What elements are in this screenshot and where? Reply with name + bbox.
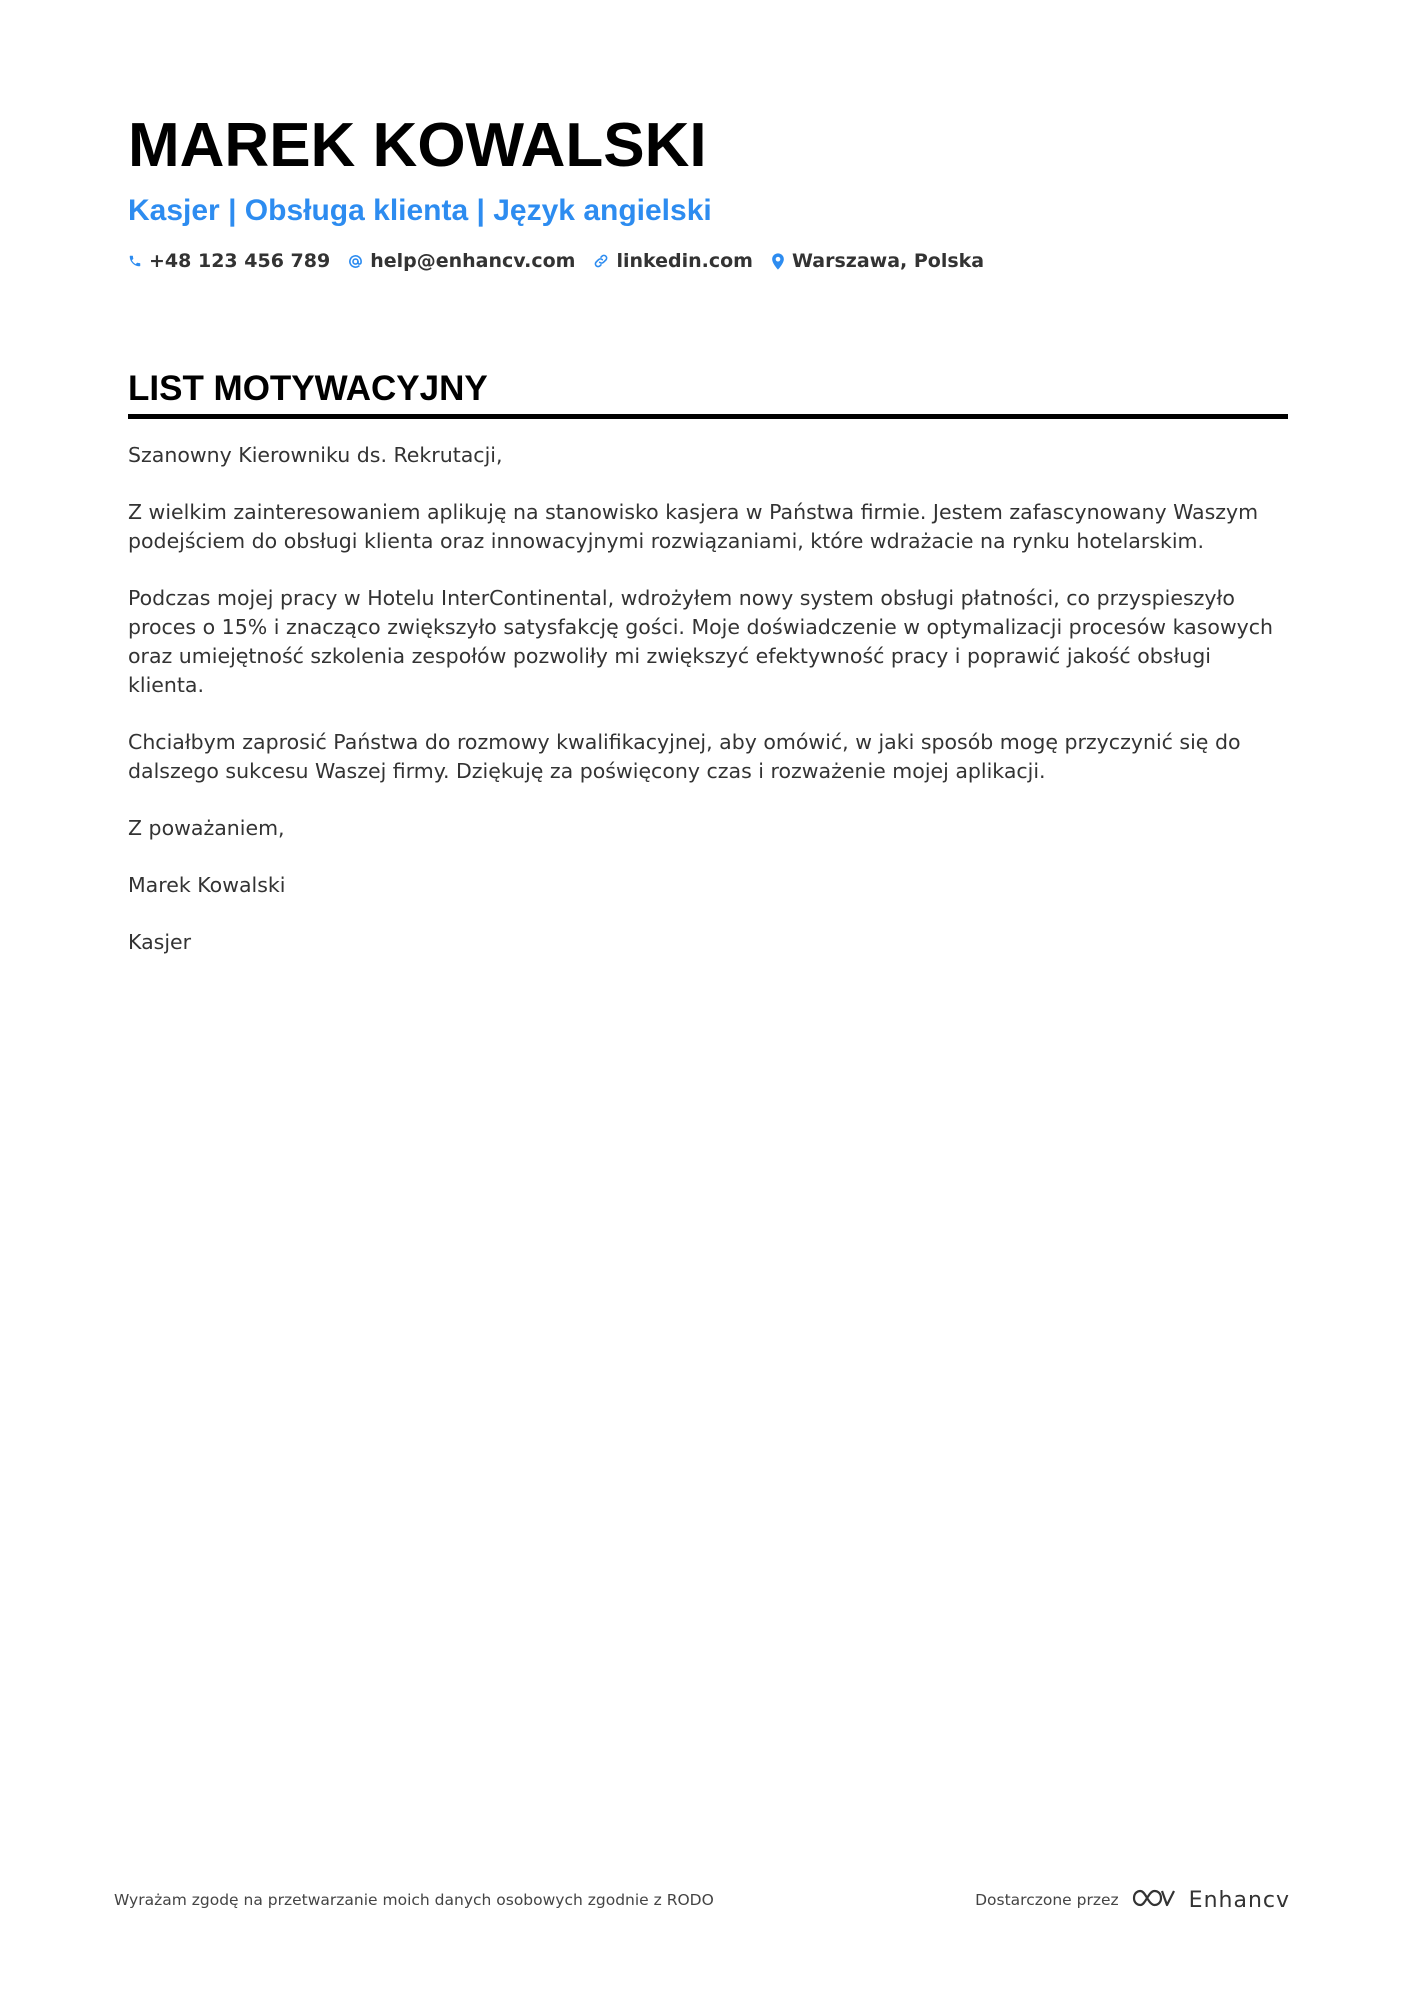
candidate-title: Kasjer | Obsługa klienta | Język angielski (128, 194, 712, 227)
contact-bar (128, 250, 1288, 272)
contact-location (771, 250, 984, 272)
contact-phone (128, 250, 330, 272)
cover-letter-section (128, 368, 1288, 985)
salutation: Szanowny Kierowniku ds. Rekrutacji, (128, 443, 503, 467)
contact-website (593, 250, 753, 272)
consent-clause: Wyrażam zgodę na przetwarzanie moich danych osobowych zgodnie z RODO (114, 1891, 714, 1909)
phone-number[interactable]: +48 123 456 789 (149, 250, 331, 272)
enhancv-logo-icon (1131, 1886, 1177, 1914)
phone-icon (128, 254, 142, 268)
location-text: Warszawa, Polska (791, 250, 985, 272)
website-link[interactable]: linkedin.com (616, 250, 753, 272)
contact-email (348, 250, 575, 272)
candidate-name: MAREK KOWALSKI (128, 111, 707, 180)
map-pin-icon (771, 253, 785, 270)
enhancv-brand-name[interactable]: Enhancv (1188, 1887, 1290, 1913)
footer (114, 1886, 1290, 1914)
closing: Z poważaniem, (128, 816, 285, 840)
powered-by-label: Dostarczone przez (975, 1891, 1119, 1909)
signature-role: Kasjer (128, 930, 192, 954)
link-icon (593, 253, 609, 269)
letter-paragraph: Z wielkim zainteresowaniem aplikuję na stanowisko kasjera w Państwa firmie. Jestem zafascynowany Waszym podejściem do obsługi klienta oraz innowacyjnymi rozwiązaniami, które wdrażacie na rynku hotelarskim. (128, 500, 1259, 553)
signature: Marek Kowalski (128, 873, 286, 897)
letter-paragraph: Podczas mojej pracy w Hotelu InterContinental, wdrożyłem nowy system obsługi płatności, co przyspieszyło proces o 15% i znacząco zwiększyło satysfakcję gości. Moje doświadczenie w optymalizacji procesów kasowych oraz umiejętność szkolenia zespołów pozwoliły mi zwiększyć efektywność pracy i poprawić jakość obsługi klienta. (128, 586, 1274, 697)
section-title: LIST MOTYWACYJNY (128, 368, 1288, 419)
powered-by (975, 1886, 1290, 1914)
at-icon (348, 254, 363, 269)
email-address[interactable]: help@enhancv.com (370, 250, 576, 272)
header (128, 110, 1288, 272)
letter-body (128, 441, 1288, 957)
letter-paragraph: Chciałbym zaprosić Państwa do rozmowy kwalifikacyjnej, aby omówić, w jaki sposób mogę przyczynić się do dalszego sukcesu Waszej firmy. Dziękuję za poświęcony czas i rozważenie mojej aplikacji. (128, 730, 1241, 783)
